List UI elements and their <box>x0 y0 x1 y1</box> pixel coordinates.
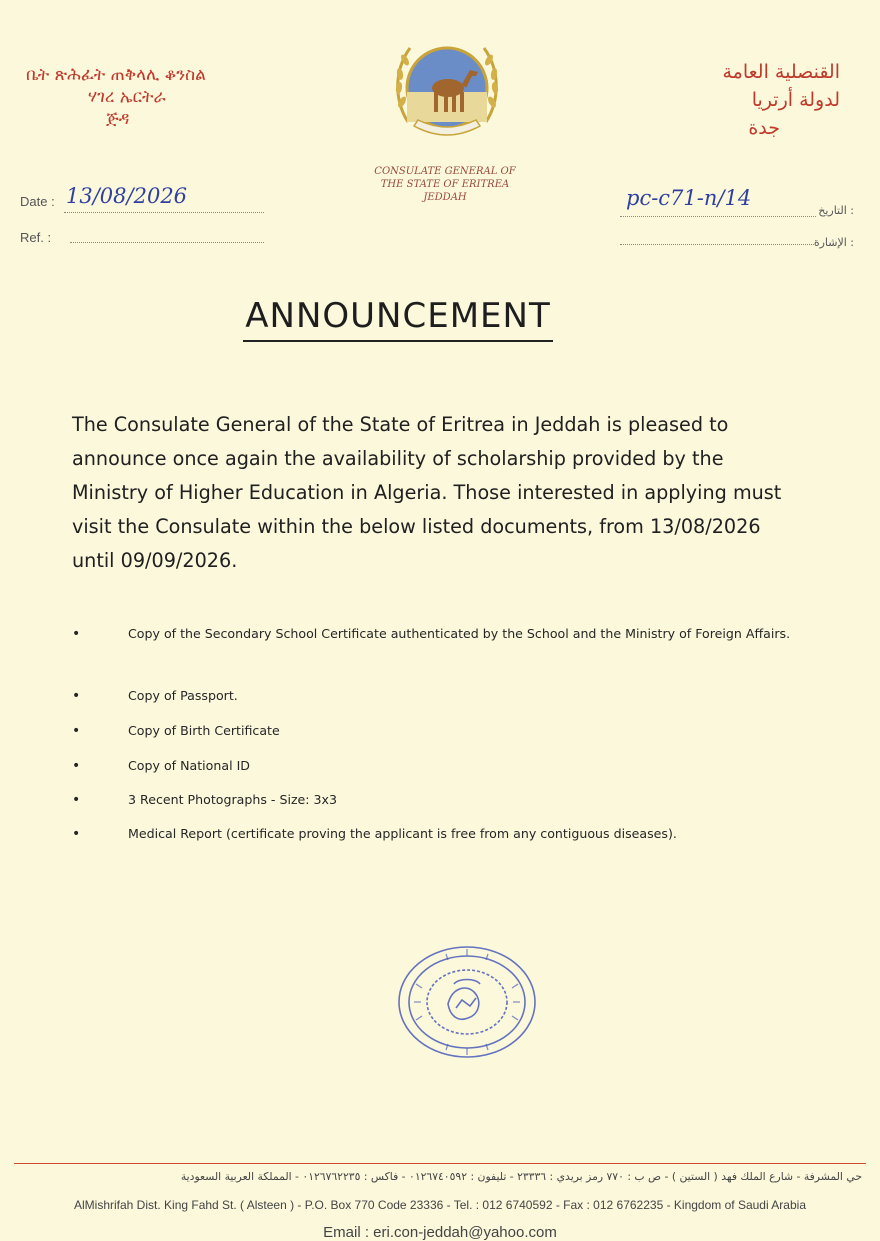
arabic-line-2: لدولة أرتريا <box>751 89 840 111</box>
bullet: • <box>72 792 81 808</box>
arabic-ref-underline <box>620 244 816 245</box>
list-item-text: Copy of National ID <box>128 758 250 773</box>
date-field <box>20 184 188 209</box>
list-item <box>72 754 792 778</box>
list-item-text: Copy of Passport. <box>128 688 238 703</box>
footer-email: Email : eri.con-jeddah@yahoo.com <box>323 1224 557 1241</box>
bullet: • <box>72 758 81 774</box>
list-item <box>72 719 792 743</box>
bullet: • <box>72 626 81 642</box>
tigrinya-line-1: ቤት ጽሕፈት ጠቅላሊ ቆንስል <box>26 65 206 85</box>
arabic-line-3: جدة <box>748 117 780 139</box>
bullet: • <box>72 688 81 704</box>
consulate-name <box>340 165 550 204</box>
ref-underline <box>70 242 264 243</box>
list-item <box>72 822 792 846</box>
list-item-text: Copy of the Secondary School Certificate authenticated by the School and the Ministry of Foreign Affairs. <box>128 626 791 641</box>
arabic-line-1: القنصلية العامة <box>722 61 840 83</box>
arabic-letterhead <box>580 58 840 142</box>
bullet: • <box>72 723 81 739</box>
bullet: • <box>72 826 81 842</box>
list-item-text: 3 Recent Photographs - Size: 3x3 <box>128 792 338 807</box>
arabic-ref-value: pc-c71-n/14 <box>626 186 752 210</box>
date-label: Date : <box>20 194 55 209</box>
announcement-body: The Consulate General of the State of Eritrea in Jeddah is pleased to announce once again the availability of scholarship provided by the Ministry of Higher Education in Algeria. Those interested in applying must visit the Consulate within the below listed documents, from 13/08/2026 until 09/09/2026. <box>72 413 782 572</box>
eritrea-emblem-logo <box>388 30 506 150</box>
list-item <box>72 788 792 812</box>
footer-address: AlMishrifah Dist. King Fahd St. ( Alsteen ) - P.O. Box 770 Code 23336 - Tel. : 012 6740592 - Fax : 012 6762235 - Kingdom of Saudi Arabia <box>74 1198 806 1212</box>
list-item <box>72 684 792 708</box>
consulate-line-1: CONSULATE GENERAL OF <box>374 166 516 177</box>
list-item-text: Medical Report (certificate proving the applicant is free from any contiguous diseases). <box>128 826 677 841</box>
date-underline <box>64 212 264 213</box>
official-stamp <box>396 944 538 1060</box>
announcement-title <box>0 296 796 336</box>
arabic-ref-label: : الإشارة <box>813 236 854 249</box>
footer-divider <box>14 1163 866 1164</box>
arabic-date-underline <box>620 216 816 217</box>
arabic-date-label: : التاريخ <box>818 204 854 217</box>
footer-arabic-address: حي المشرفة - شارع الملك فهد ( الستين ) - ص ب : ٧٧٠ رمز بريدي : ٢٣٣٣٦ - تليفون : ٠١٢٦٧٤٠٥٩٢ - فاكس : ٠١٢٦٧٦٢٢٣٥ - المملكة العربية السعودية <box>180 1170 862 1183</box>
consulate-line-2: THE STATE OF ERITREA <box>380 179 510 190</box>
date-value: 13/08/2026 <box>66 184 188 208</box>
tigrinya-line-3: ጅዳ <box>106 109 130 129</box>
ref-field <box>20 230 51 245</box>
announcement-title-text: ANNOUNCEMENT <box>243 296 552 342</box>
tigrinya-letterhead <box>26 64 296 130</box>
list-item <box>72 622 792 646</box>
list-item-text: Copy of Birth Certificate <box>128 723 280 738</box>
consulate-line-3: JEDDAH <box>423 192 467 203</box>
ref-label: Ref. : <box>20 230 52 245</box>
tigrinya-line-2: ሃገረ ኤርትራ <box>88 87 166 107</box>
